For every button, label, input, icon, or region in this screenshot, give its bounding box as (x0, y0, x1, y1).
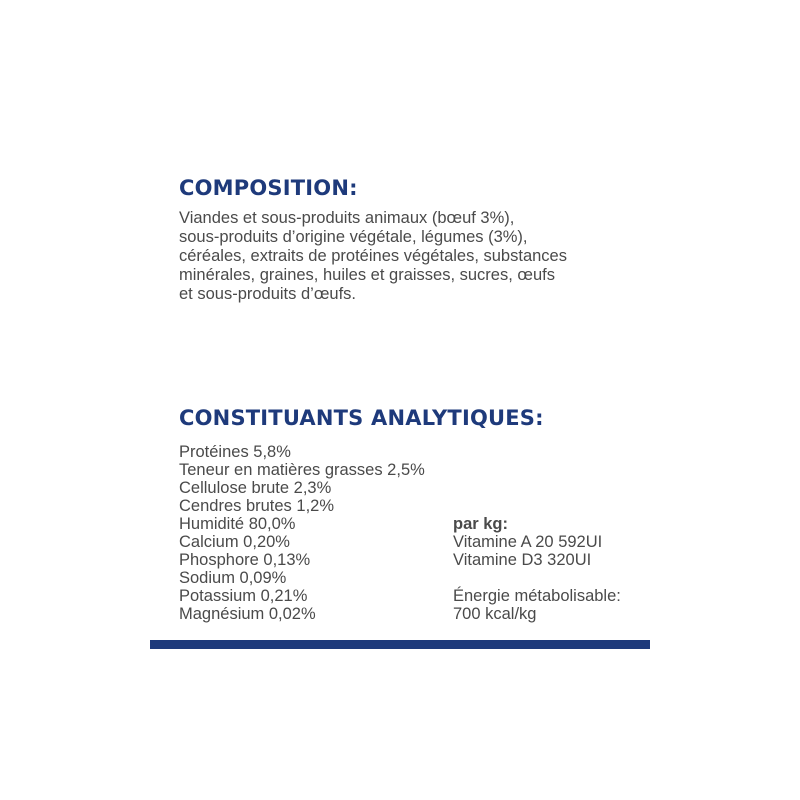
bottom-divider-bar (150, 640, 650, 649)
energy-label: Énergie métabolisable: (453, 587, 621, 605)
composition-heading: COMPOSITION: (179, 176, 358, 200)
composition-line: sous-produits d’origine végétale, légumes (3%), (179, 228, 528, 246)
constituent-fat-content: Teneur en matières grasses 2,5% (179, 461, 425, 479)
energy-value: 700 kcal/kg (453, 605, 537, 623)
constituent-calcium: Calcium 0,20% (179, 533, 290, 551)
constituent-moisture: Humidité 80,0% (179, 515, 296, 533)
spacer (453, 569, 621, 587)
constituent-phosphorus: Phosphore 0,13% (179, 551, 311, 569)
composition-text (179, 209, 659, 304)
composition-line: minérales, graines, huiles et graisses, sucres, œufs (179, 266, 555, 284)
composition-line: céréales, extraits de protéines végétales, substances (179, 247, 567, 265)
analytic-constituents-heading: CONSTITUANTS ANALYTIQUES: (179, 406, 544, 430)
analytic-constituents-list (179, 443, 425, 623)
per-kg-list (453, 515, 621, 623)
vitamin-a: Vitamine A 20 592UI (453, 533, 603, 551)
constituent-crude-fibre: Cellulose brute 2,3% (179, 479, 332, 497)
per-kg-label: par kg: (453, 515, 509, 533)
constituent-crude-ash: Cendres brutes 1,2% (179, 497, 335, 515)
composition-line: et sous-produits d’œufs. (179, 285, 356, 303)
constituent-potassium: Potassium 0,21% (179, 587, 308, 605)
vitamin-d3: Vitamine D3 320UI (453, 551, 592, 569)
composition-line: Viandes et sous-produits animaux (bœuf 3%), (179, 209, 515, 227)
constituent-sodium: Sodium 0,09% (179, 569, 287, 587)
constituent-magnesium: Magnésium 0,02% (179, 605, 316, 623)
constituent-proteins: Protéines 5,8% (179, 443, 291, 461)
